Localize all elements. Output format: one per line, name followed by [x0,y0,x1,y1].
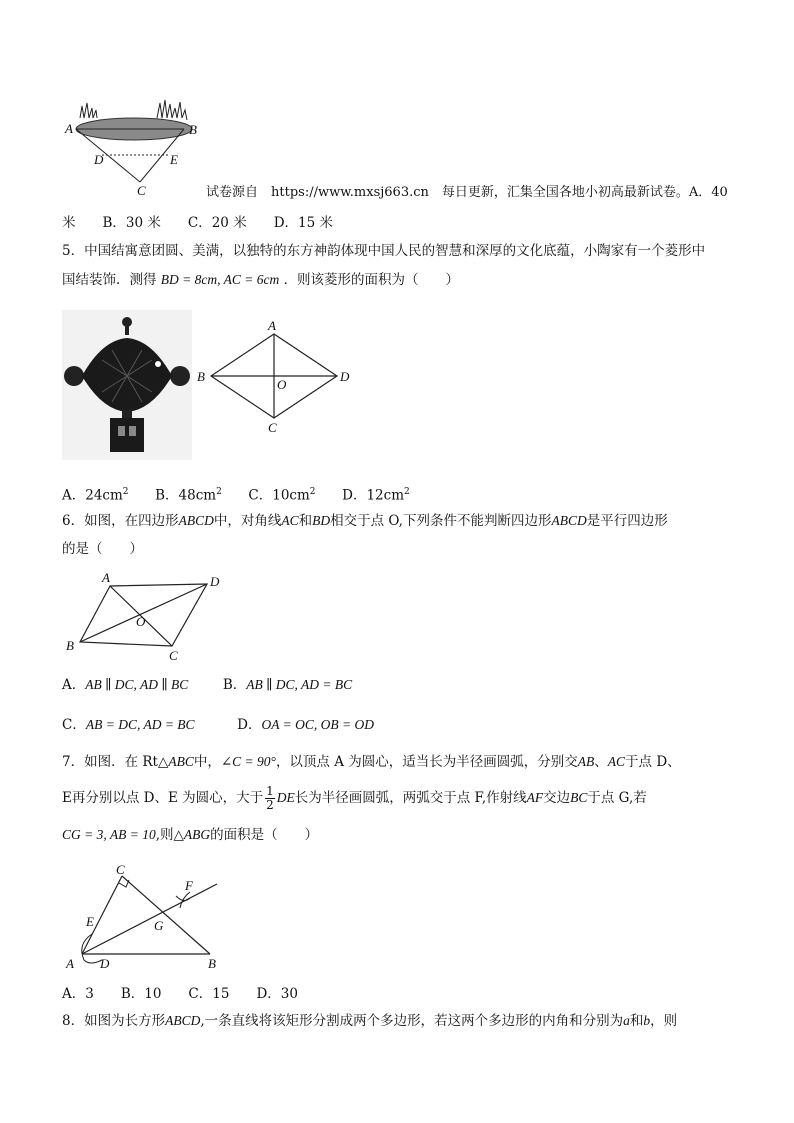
q5-options: A．$24cm^2$ B．$48cm^2$ C．$10cm^2$ D．$12cm^2$ [62,487,410,504]
ray-af [82,884,217,954]
label-e: E [170,152,178,167]
q5-math: BD = 8cm, AC = 6cm [160,272,280,287]
q5-option-b: B．48cm [155,487,217,504]
label-a: A [66,956,74,971]
label-c: C [268,420,277,435]
label-e: E [86,914,94,929]
q4-lake-figure [62,98,212,198]
q5-line2-text: 国结装饰．测得 [62,272,157,288]
grass-left [80,103,97,118]
label-c: C [137,183,146,198]
q5-option-a: A．24cm [62,487,123,504]
label-o: O [277,377,287,392]
label-d: D [100,956,110,971]
q6-line1: 6．如图，在四边形ABCD中，对角线AC和BD相交于点 O,下列条件不能判断四边形ABCD是平行四边形 [62,513,668,529]
q6-option-c: AB = DC, AD = BC [85,717,195,732]
q4-options: 米 B．30 米 C．20 米 D．15 米 [62,215,333,231]
label-f: F [185,878,193,893]
label-o: O [136,614,146,629]
q7-line1: 7．如图．在 Rt△ABC中，∠C = 90°，以顶点 A 为圆心，适当长为半径画圆弧，分别交AB、AC于点 D、 [62,754,681,770]
q8-line: 8．如图为长方形ABCD,一条直线将该矩形分割成两个多边形，若这两个多边形的内角和分别为a和b，则 [62,1013,678,1029]
label-d: D [94,152,104,167]
q5-line1: 5．中国结寓意团圆、美满，以独特的东方神韵体现中国人民的智慧和深厚的文化底蕴，小陶家有一个菱形中 [62,243,706,259]
chinese-knot-image [62,310,192,460]
triangle-abc-figure [62,862,232,974]
q4-source-line: 试卷源自 https://www.mxsj663.cn 每日更新，汇集全国各地小初高最新试卷。A．40 [206,185,728,200]
q6-option-a: AB ∥ DC, AD ∥ BC [85,677,189,692]
q5-option-d: D．12cm [342,487,404,504]
q6-option-d: OA = OC, OB = OD [261,717,374,732]
q6-line2: 的是（ ） [62,541,143,557]
q5-line2-tail: ．则该菱形的面积为（ ） [283,272,460,288]
label-d: D [340,369,350,384]
label-b: B [208,956,216,971]
label-a: A [102,570,110,585]
label-d: D [210,574,220,589]
label-a: A [65,121,73,136]
q5-line2 [62,270,459,290]
rhombus-figure [195,320,355,440]
q7-line2: E再分别以点 D、E 为圆心，大于 $\frac{1}{2}$ DE长为半径画圆弧，两弧交于点 F,作射线AF交边BC于点 G,若 [62,784,647,812]
q6-option-b: AB ∥ DC, AD = BC [246,677,353,692]
q6-options-row1: A．AB ∥ DC, AD ∥ BC B．AB ∥ DC, AD = BC [62,677,353,693]
side-bc [122,876,210,954]
label-b: B [66,638,74,653]
label-b: B [197,369,205,384]
q7-line3: CG = 3, AB = 10,则△ABG的面积是（ ） [62,827,319,843]
q6-options-row2: C．AB = DC, AD = BC D．OA = OC, OB = OD [62,717,374,733]
label-g: G [154,918,164,933]
diagonal-bd [80,584,207,642]
parallelogram-figure [62,572,232,662]
q7-options: A．3 B．10 C．15 D．30 [62,986,298,1002]
label-c: C [116,862,125,877]
grass-right [157,100,187,120]
q5-option-c: C．10cm [248,487,310,504]
label-b: B [189,122,197,137]
label-c: C [169,648,178,663]
label-a: A [268,318,276,333]
fraction-one-half: $\frac{1}{2}$ [266,784,274,812]
